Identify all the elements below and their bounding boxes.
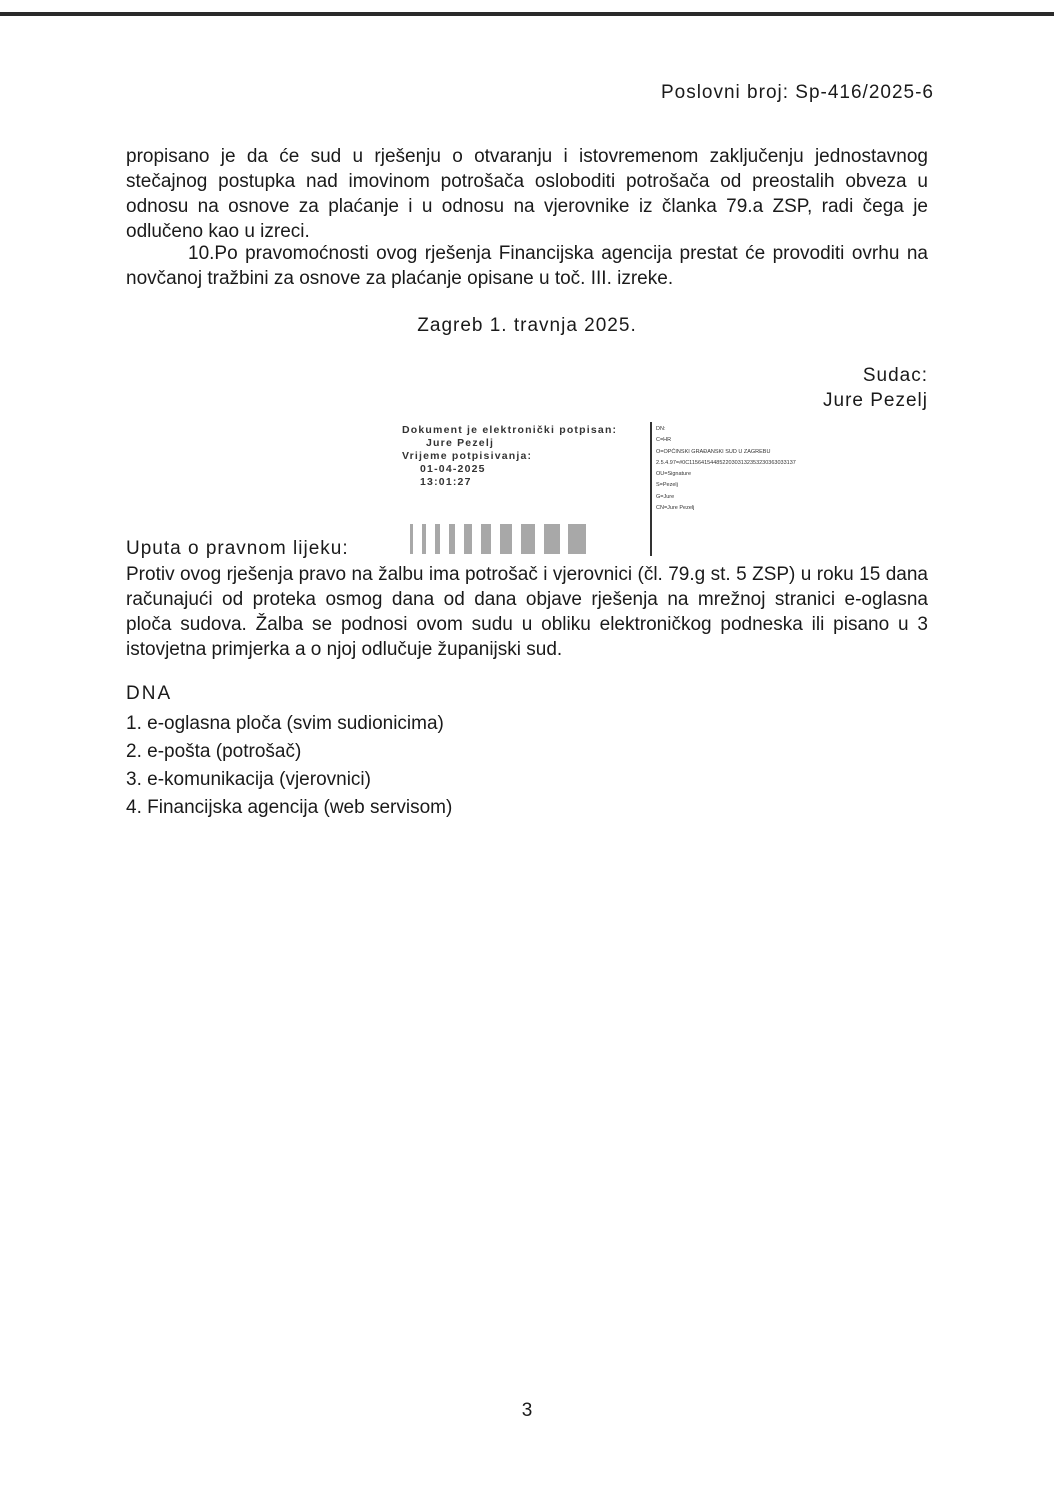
dn-line: S=Pezelj <box>656 482 678 489</box>
distribution-heading: DNA <box>126 683 173 704</box>
distribution-item: 4. Financijska agencija (web servisom) <box>126 797 453 818</box>
barcode-bar <box>410 524 413 554</box>
judge-title: Sudac: <box>862 365 928 386</box>
barcode-bar <box>422 524 426 554</box>
signing-date: 01-04-2025 <box>420 463 486 475</box>
paragraph-legal-basis: propisano je da će sud u rješenju o otvaranju i istovremenom zaključenju jednostavnog stečajnog postupka nad imovinom potrošača osloboditi potrošača od preostalih obveza u odnosu na osnove za plaćanje i u odnosu na vjerovnike iz članka 79.a ZSP, radi čega je odlučeno kao u izreci. <box>126 146 928 242</box>
distribution-list <box>126 710 452 822</box>
signed-label: Dokument je elektronički potpisan: <box>402 424 618 436</box>
barcode-bar <box>464 524 472 554</box>
barcode-bar <box>521 524 535 554</box>
legal-remedy-heading: Uputa o pravnom lijeku: <box>126 538 349 559</box>
judge-name: Jure Pezelj <box>823 390 928 411</box>
signature-barcode-graphic <box>410 524 586 554</box>
dn-line: OU=Signature <box>656 471 692 478</box>
barcode-bar <box>568 524 586 554</box>
dn-line: DN: <box>656 426 666 432</box>
page-number: 3 <box>521 1400 533 1421</box>
legal-remedy-text: Protiv ovog rješenja pravo na žalbu ima potrošač i vjerovnici (čl. 79.g st. 5 ZSP) u roku 15 dana računajući od proteka osmog dana od dana objave rješenja na mrežnoj stranici e-oglasna ploča sudova. Žalba se podnosi ovom sudu u obliku elektroničkog podneska ili pisano u 3 istovjetna primjerka a o njoj odlučuje županijski sud. <box>126 564 928 660</box>
dn-line: O=OPĆINSKI GRAĐANSKI SUD U ZAGREBU <box>656 448 771 455</box>
distribution-item: 1. e-oglasna ploča (svim sudionicima) <box>126 713 444 734</box>
certificate-dn-block <box>656 424 796 514</box>
barcode-bar <box>481 524 491 554</box>
signing-time: 13:01:27 <box>420 476 472 488</box>
signature-stamp-details <box>402 424 647 489</box>
barcode-bar <box>449 524 455 554</box>
signer-name: Jure Pezelj <box>426 437 495 449</box>
dn-line: G=Jure <box>656 493 675 500</box>
top-border-rule <box>0 12 1054 16</box>
barcode-bar <box>435 524 440 554</box>
signing-time-label: Vrijeme potpisivanja: <box>402 450 533 462</box>
barcode-bar <box>544 524 560 554</box>
dn-line: 2.5.4.97=#0C11564154485220303132353230363033137 <box>656 459 796 466</box>
distribution-item: 3. e-komunikacija (vjerovnici) <box>126 769 371 790</box>
stamp-divider <box>650 422 652 556</box>
paragraph-point-10: 10.Po pravomoćnosti ovog rješenja Financijska agencija prestat će provoditi ovrhu na novčanoj tražbini za osnove za plaćanje opisane u toč. III. izreke. <box>126 243 928 289</box>
distribution-item: 2. e-pošta (potrošač) <box>126 741 302 762</box>
dn-line: C=HR <box>656 437 672 444</box>
place-and-date: Zagreb 1. travnja 2025. <box>417 315 637 336</box>
case-number: Poslovni broj: Sp-416/2025-6 <box>660 82 934 103</box>
barcode-bar <box>500 524 512 554</box>
dn-line: CN=Jure Pezelj <box>656 505 695 512</box>
